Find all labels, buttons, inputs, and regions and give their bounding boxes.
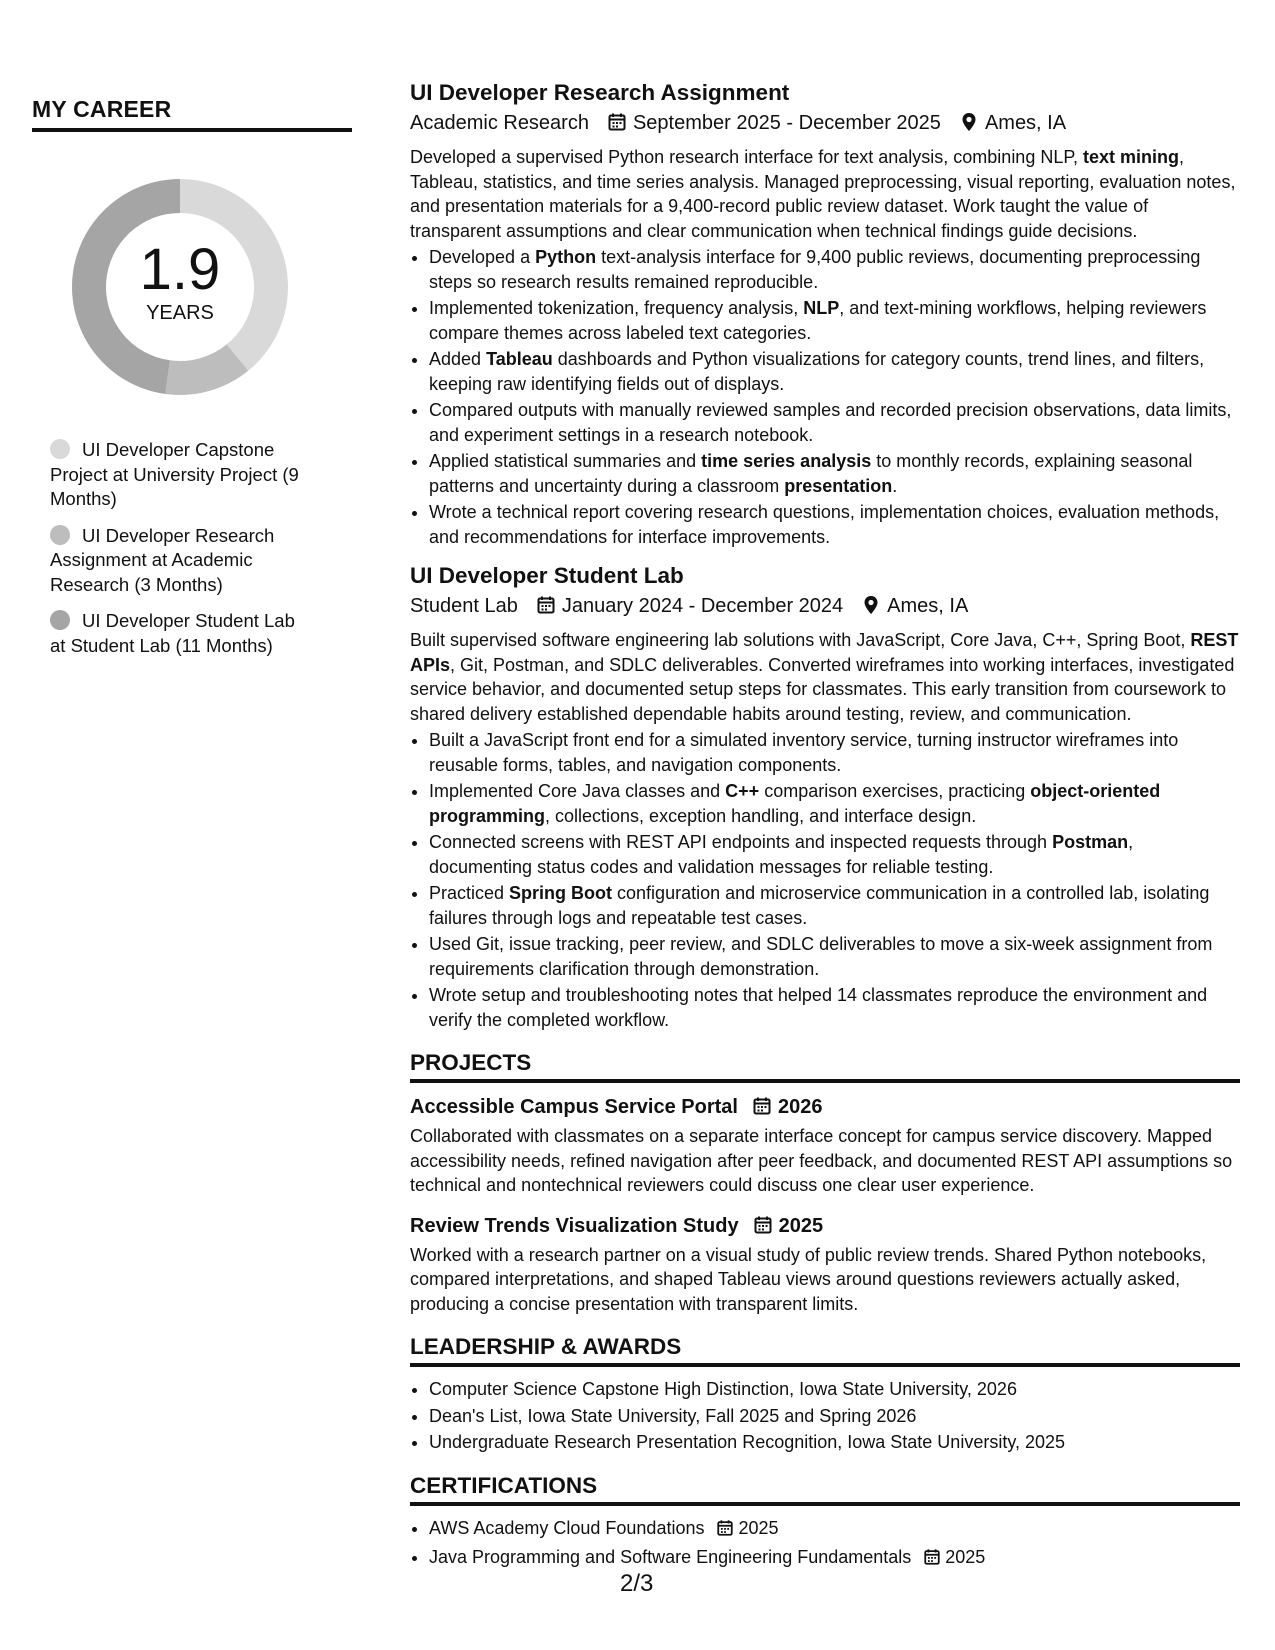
- text-run: Used Git, issue tracking, peer review, and SDLC deliverables to move a six-week assignment from requirements clarification through demonstration.: [429, 934, 1213, 979]
- text-run: comparison exercises, practicing: [759, 781, 1031, 801]
- leadership-list: [410, 1377, 1240, 1455]
- job-entry: [410, 561, 1240, 1032]
- job-bullets: [410, 728, 1240, 1032]
- bold-keyword: Spring Boot: [509, 883, 613, 903]
- legend-dot: [50, 439, 70, 459]
- job-bullet: [429, 245, 1240, 294]
- job-title: UI Developer Research Assignment: [410, 80, 790, 105]
- job-bullet: [429, 398, 1240, 447]
- award-item: • Computer Science Capstone High Distinction, Iowa State University, 2026: [429, 1377, 1240, 1402]
- bold-keyword: time series analysis: [701, 451, 872, 471]
- projects-section-title: PROJECTS: [410, 1050, 1240, 1083]
- project-description: Worked with a research partner on a visual study of public review trends. Shared Python notebooks, compared interpretations, and shaped Tableau views around questions reviewers actually asked, producing a concise presentation with transparent limits.: [410, 1244, 1207, 1314]
- project-description: Collaborated with classmates on a separate interface concept for campus service discovery. Mapped accessibility needs, refined navigation after peer feedback, and documented REST API assumptions so technical and nontechnical reviewers could discuss one clear user experience.: [410, 1126, 1233, 1195]
- bold-keyword: text mining: [1083, 147, 1180, 167]
- bold-keyword: C++: [725, 781, 760, 801]
- calendar-icon: [923, 1548, 941, 1573]
- map-pin-icon: [861, 594, 881, 624]
- projects-list: [410, 1093, 1240, 1316]
- job-bullet: [429, 449, 1240, 498]
- text-run: , and text-mining workflows, helping reviewers compare themes across labeled text categories.: [429, 298, 1207, 343]
- career-legend: [32, 438, 352, 658]
- legend-dot: [50, 610, 70, 630]
- text-run: Wrote setup and troubleshooting notes that helped 14 classmates reproduce the environment and verify the completed workflow.: [429, 985, 1208, 1030]
- calendar-icon: [716, 1519, 734, 1544]
- text-run: Developed a supervised Python research interface for text analysis, combining NLP,: [410, 147, 1084, 167]
- job-bullet: [429, 347, 1240, 396]
- certification-year: 2025: [945, 1547, 986, 1567]
- bold-keyword: Postman: [1052, 832, 1129, 852]
- text-run: Implemented tokenization, frequency analysis,: [429, 298, 804, 318]
- bold-keyword: object-oriented programming: [429, 781, 1161, 826]
- legend-item: [50, 524, 315, 598]
- legend-label: UI Developer Research Assignment at Academic Research (3 Months): [50, 524, 275, 595]
- map-pin-icon: [959, 111, 979, 141]
- project-title-row: [410, 1093, 1240, 1124]
- career-sidebar: [32, 96, 352, 670]
- career-section-title: MY CAREER: [32, 96, 352, 132]
- bold-keyword: NLP: [803, 298, 840, 318]
- calendar-icon: [536, 594, 556, 624]
- career-years-value: 1.9: [139, 237, 221, 302]
- job-dates: January 2024 - December 2024: [561, 595, 844, 617]
- text-run: , collections, exception handling, and interface design.: [545, 805, 977, 826]
- job-bullet: [429, 932, 1240, 981]
- job-summary: [410, 628, 1240, 726]
- job-location: Ames, IA: [984, 112, 1067, 134]
- job-meta: [410, 591, 1240, 624]
- job-bullet: [429, 881, 1240, 930]
- job-entry: [410, 78, 1240, 549]
- text-run: Practiced: [429, 883, 510, 903]
- job-bullet: [429, 728, 1240, 777]
- legend-label: UI Developer Student Lab at Student Lab (11 Months): [50, 610, 295, 656]
- text-run: Developed a: [429, 247, 536, 267]
- job-bullets: [410, 245, 1240, 549]
- text-run: dashboards and Python visualizations for category counts, trend lines, and filters, keeping raw identifying fields out of displays.: [429, 349, 1205, 394]
- text-run: Implemented Core Java classes and: [429, 781, 726, 801]
- certification-name: Java Programming and Software Engineering Fundamentals: [429, 1547, 912, 1567]
- job-bullet: [429, 983, 1240, 1032]
- page-number: 2/3: [620, 1570, 654, 1597]
- project-title-row: [410, 1212, 1240, 1243]
- text-run: , Git, Postman, and SDLC deliverables. Converted wireframes into working interfaces, investigated service behavior, and documented setup steps for classmates. This early transition from coursework to shared delivery established dependable habits around testing, review, and communication.: [410, 654, 1235, 724]
- job-meta: [410, 108, 1240, 141]
- job-bullet: [429, 500, 1240, 549]
- career-years-unit: YEARS: [146, 302, 214, 324]
- text-run: configuration and microservice communication in a controlled lab, isolating failures through logs and repeatable test cases.: [429, 883, 1210, 928]
- bold-keyword: Python: [535, 247, 597, 267]
- job-title: UI Developer Student Lab: [410, 563, 684, 588]
- certifications-section-title: CERTIFICATIONS: [410, 1473, 1240, 1506]
- project-name: Review Trends Visualization Study: [410, 1214, 739, 1237]
- text-run: Wrote a technical report covering research questions, implementation choices, evaluation methods, and recommendations for interface improvements.: [429, 502, 1220, 547]
- certification-name: AWS Academy Cloud Foundations: [429, 1517, 705, 1538]
- text-run: Applied statistical summaries and: [429, 451, 702, 471]
- certification-item: [429, 1516, 1240, 1544]
- legend-item: [50, 609, 315, 658]
- job-summary: [410, 145, 1240, 243]
- project-entry: [410, 1212, 1240, 1317]
- text-run: Built supervised software engineering lab solutions with JavaScript, Core Java, C++, Spring Boot,: [410, 630, 1191, 650]
- job-location: Ames, IA: [887, 595, 969, 617]
- bold-keyword: presentation: [784, 475, 893, 496]
- job-bullet: [429, 296, 1240, 345]
- job-organization: Student Lab: [410, 595, 518, 617]
- legend-item: [50, 438, 315, 512]
- calendar-icon: [753, 1215, 773, 1243]
- project-name: Accessible Campus Service Portal: [410, 1096, 738, 1118]
- text-run: , documenting status codes and validation messages for reliable testing.: [429, 832, 1134, 877]
- certification-year: 2025: [738, 1517, 779, 1538]
- career-donut-chart: [65, 172, 295, 402]
- text-run: Compared outputs with manually reviewed samples and recorded precision observations, data limits, and experiment settings in a research notebook.: [429, 400, 1232, 445]
- award-item: • Undergraduate Research Presentation Recognition, Iowa State University, 2025: [429, 1430, 1240, 1455]
- text-run: Connected screens with REST API endpoints and inspected requests through: [429, 832, 1053, 852]
- award-item: • Dean's List, Iowa State University, Fall 2025 and Spring 2026: [429, 1404, 1240, 1429]
- text-run: text-analysis interface for 9,400 public reviews, documenting preprocessing steps so research results remained reproducible.: [429, 247, 1201, 292]
- job-bullet: [429, 779, 1240, 828]
- text-run: Added: [429, 349, 487, 369]
- text-run: to monthly records, explaining seasonal patterns and uncertainty during a classroom: [429, 451, 1193, 496]
- calendar-icon: [607, 111, 627, 141]
- text-run: Built a JavaScript front end for a simulated inventory service, turning instructor wireframes into reusable forms, tables, and navigation components.: [429, 730, 1179, 775]
- legend-label: UI Developer Capstone Project at University Project (9 Months): [50, 439, 299, 509]
- certification-item: [429, 1545, 1240, 1573]
- project-year: 2025: [778, 1214, 824, 1237]
- job-dates: September 2025 - December 2025: [632, 112, 941, 134]
- bold-keyword: Tableau: [486, 349, 553, 369]
- calendar-icon: [752, 1096, 772, 1124]
- certifications-list: [410, 1516, 1240, 1573]
- project-entry: [410, 1093, 1240, 1198]
- project-year: 2026: [777, 1096, 823, 1118]
- job-bullet: [429, 830, 1240, 879]
- experience-list: [410, 78, 1240, 1032]
- bold-keyword: REST APIs: [410, 630, 1239, 675]
- main-content: [410, 78, 1240, 1575]
- text-run: , Tableau, statistics, and time series analysis. Managed preprocessing, visual reporting, evaluation notes, and presentation materials for a 9,400-record public review dataset. Work taught the value of transparent assumptions and clear communication when technical findings guide decisions.: [410, 147, 1236, 241]
- job-organization: Academic Research: [410, 112, 589, 134]
- legend-dot: [50, 525, 70, 545]
- text-run: .: [892, 475, 898, 496]
- donut-center: [65, 237, 295, 325]
- leadership-section-title: LEADERSHIP & AWARDS: [410, 1334, 1240, 1367]
